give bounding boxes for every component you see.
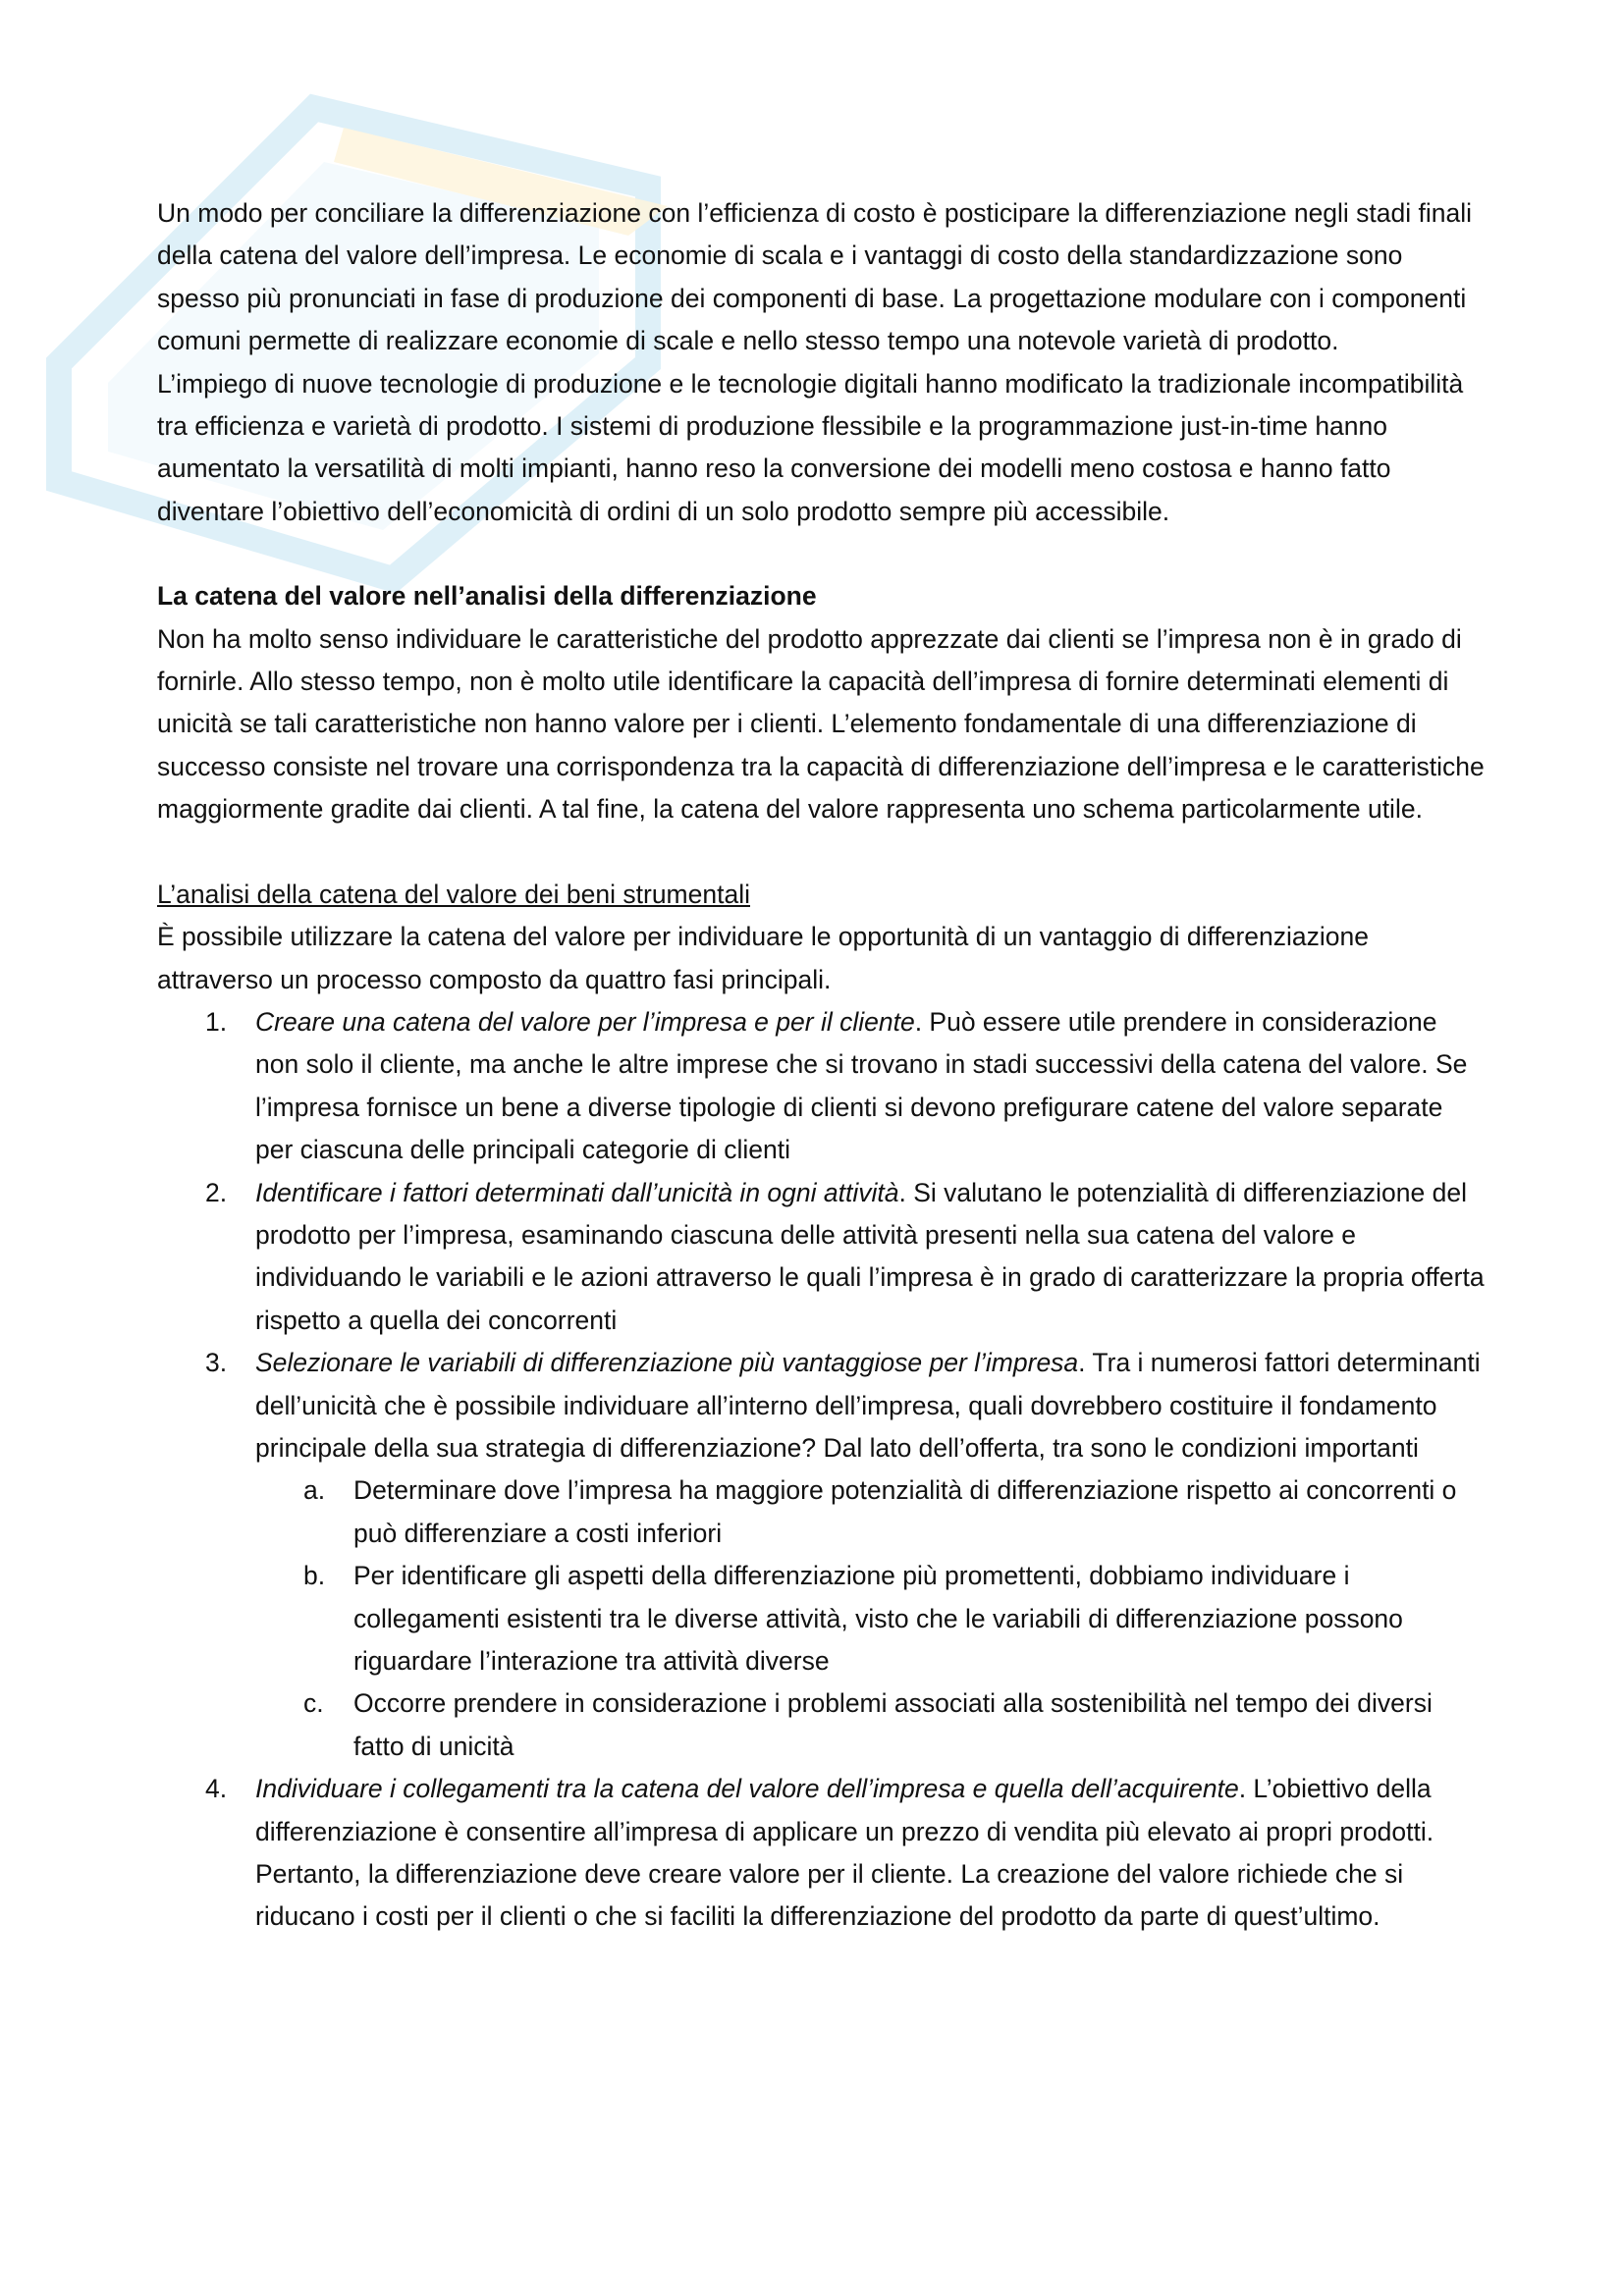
spacer (157, 533, 1488, 575)
subsection-heading-capital-goods: L’analisi della catena del valore dei beni strumentali (157, 879, 750, 909)
list-item (157, 1342, 1488, 1768)
list-item-lead: Selezionare le variabili di differenziazione più vantaggiose per l’impresa (255, 1348, 1079, 1378)
list-item-text: . Si valutano le potenzialità di differenziazione del prodotto per l’impresa, esaminando ciascuna delle attività presenti nella sua catena del valore e individuando le variabili e le azioni attraverso le quali l’impresa è in grado di caratterizzare la propria offerta rispetto a quella dei concorrenti (255, 1177, 1485, 1335)
list-item-text: . Tra i numerosi fattori determinanti dell’unicità che è possibile individuare all’interno dell’impresa, quali dovrebbero costituire il fondamento principale della sua strategia di differenziazione? Dal lato dell’offerta, tra sono le condizioni importanti (255, 1348, 1481, 1463)
sublist-letter: c. (303, 1688, 324, 1719)
list-number: 3. (205, 1348, 228, 1378)
list-number: 2. (205, 1177, 228, 1207)
sublist-item-text: Occorre prendere in considerazione i problemi associati alla sostenibilità nel tempo dei diversi fatto di unicità (353, 1688, 1433, 1761)
lettered-sublist (255, 1469, 1488, 1768)
sublist-letter: b. (303, 1561, 326, 1591)
sublist-item-text: Per identificare gli aspetti della differenziazione più promettenti, dobbiamo individuare i collegamenti esistenti tra le diverse attività, visto che le variabili di differenziazione possono riguardare l’interazione tra attività diverse (353, 1561, 1403, 1676)
sublist-item (255, 1555, 1488, 1682)
subsection-intro: È possibile utilizzare la catena del valore per individuare le opportunità di un vantaggio di differenziazione attraverso un processo composto da quattro fasi principali. (157, 922, 1370, 994)
list-item (157, 1172, 1488, 1343)
intro-paragraph-1: Un modo per conciliare la differenziazione con l’efficienza di costo è posticipare la differenziazione negli stadi finali della catena del valore dell’impresa. Le economie di scala e i vantaggi di costo della standardizzazione sono spesso più pronunciati in fase di produzione dei componenti di base. La progettazione modulare con i componenti comuni permette di realizzare economie di scale e nello stesso tempo una notevole varietà di prodotto. (157, 198, 1473, 356)
numbered-list (157, 1001, 1488, 1939)
list-item-lead: Individuare i collegamenti tra la catena del valore dell’impresa e quella dell’acquirente (255, 1774, 1239, 1804)
intro-paragraph-2: L’impiego di nuove tecnologie di produzione e le tecnologie digitali hanno modificato la tradizionale incompatibilità tra efficienza e varietà di prodotto. I sistemi di produzione flessibile e la programmazione just-in-time hanno aumentato la versatilità di molti impianti, hanno reso la conversione dei modelli meno costosa e hanno fatto diventare l’obiettivo dell’economicità di ordini di un solo prodotto sempre più accessibile. (157, 368, 1464, 526)
sublist-letter: a. (303, 1475, 326, 1506)
list-item-lead: Identificare i fattori determinati dall’unicità in ogni attività (255, 1177, 899, 1207)
list-item (157, 1768, 1488, 1939)
list-item-lead: Creare una catena del valore per l’impresa e per il cliente (255, 1006, 915, 1037)
list-item-text: . Può essere utile prendere in considerazione non solo il cliente, ma anche le altre imprese che si trovano in stadi successivi della catena del valore. Se l’impresa fornisce un bene a diverse tipologie di clienti si devono prefigurare catene del valore separate per ciascuna delle principali categorie di clienti (255, 1006, 1468, 1165)
spacer (157, 831, 1488, 874)
list-item (157, 1001, 1488, 1172)
sublist-item-text: Determinare dove l’impresa ha maggiore potenzialità di differenziazione rispetto ai concorrenti o può differenziare a costi inferiori (353, 1475, 1457, 1548)
document-body (157, 192, 1488, 1939)
sublist-item (255, 1469, 1488, 1555)
sublist-item (255, 1682, 1488, 1768)
section-paragraph-value-chain: Non ha molto senso individuare le caratteristiche del prodotto apprezzate dai clienti se l’impresa non è in grado di fornirle. Allo stesso tempo, non è molto utile identificare la capacità dell’impresa di fornire determinati elementi di unicità se tali caratteristiche non hanno valore per i clienti. L’elemento fondamentale di una differenziazione di successo consiste nel trovare una corrispondenza tra la capacità di differenziazione dell’impresa e le caratteristiche maggiormente gradite dai clienti. A tal fine, la catena del valore rappresenta uno schema particolarmente utile. (157, 623, 1485, 825)
list-number: 4. (205, 1774, 228, 1804)
section-heading-value-chain: La catena del valore nell’analisi della differenziazione (157, 581, 817, 612)
list-number: 1. (205, 1006, 228, 1037)
list-item-text: . L’obiettivo della differenziazione è consentire all’impresa di applicare un prezzo di vendita più elevato ai propri prodotti. Pertanto, la differenziazione deve creare valore per il cliente. La creazione del valore richiede che si riducano i costi per il clienti o che si faciliti la differenziazione del prodotto da parte di quest’ultimo. (255, 1774, 1434, 1932)
